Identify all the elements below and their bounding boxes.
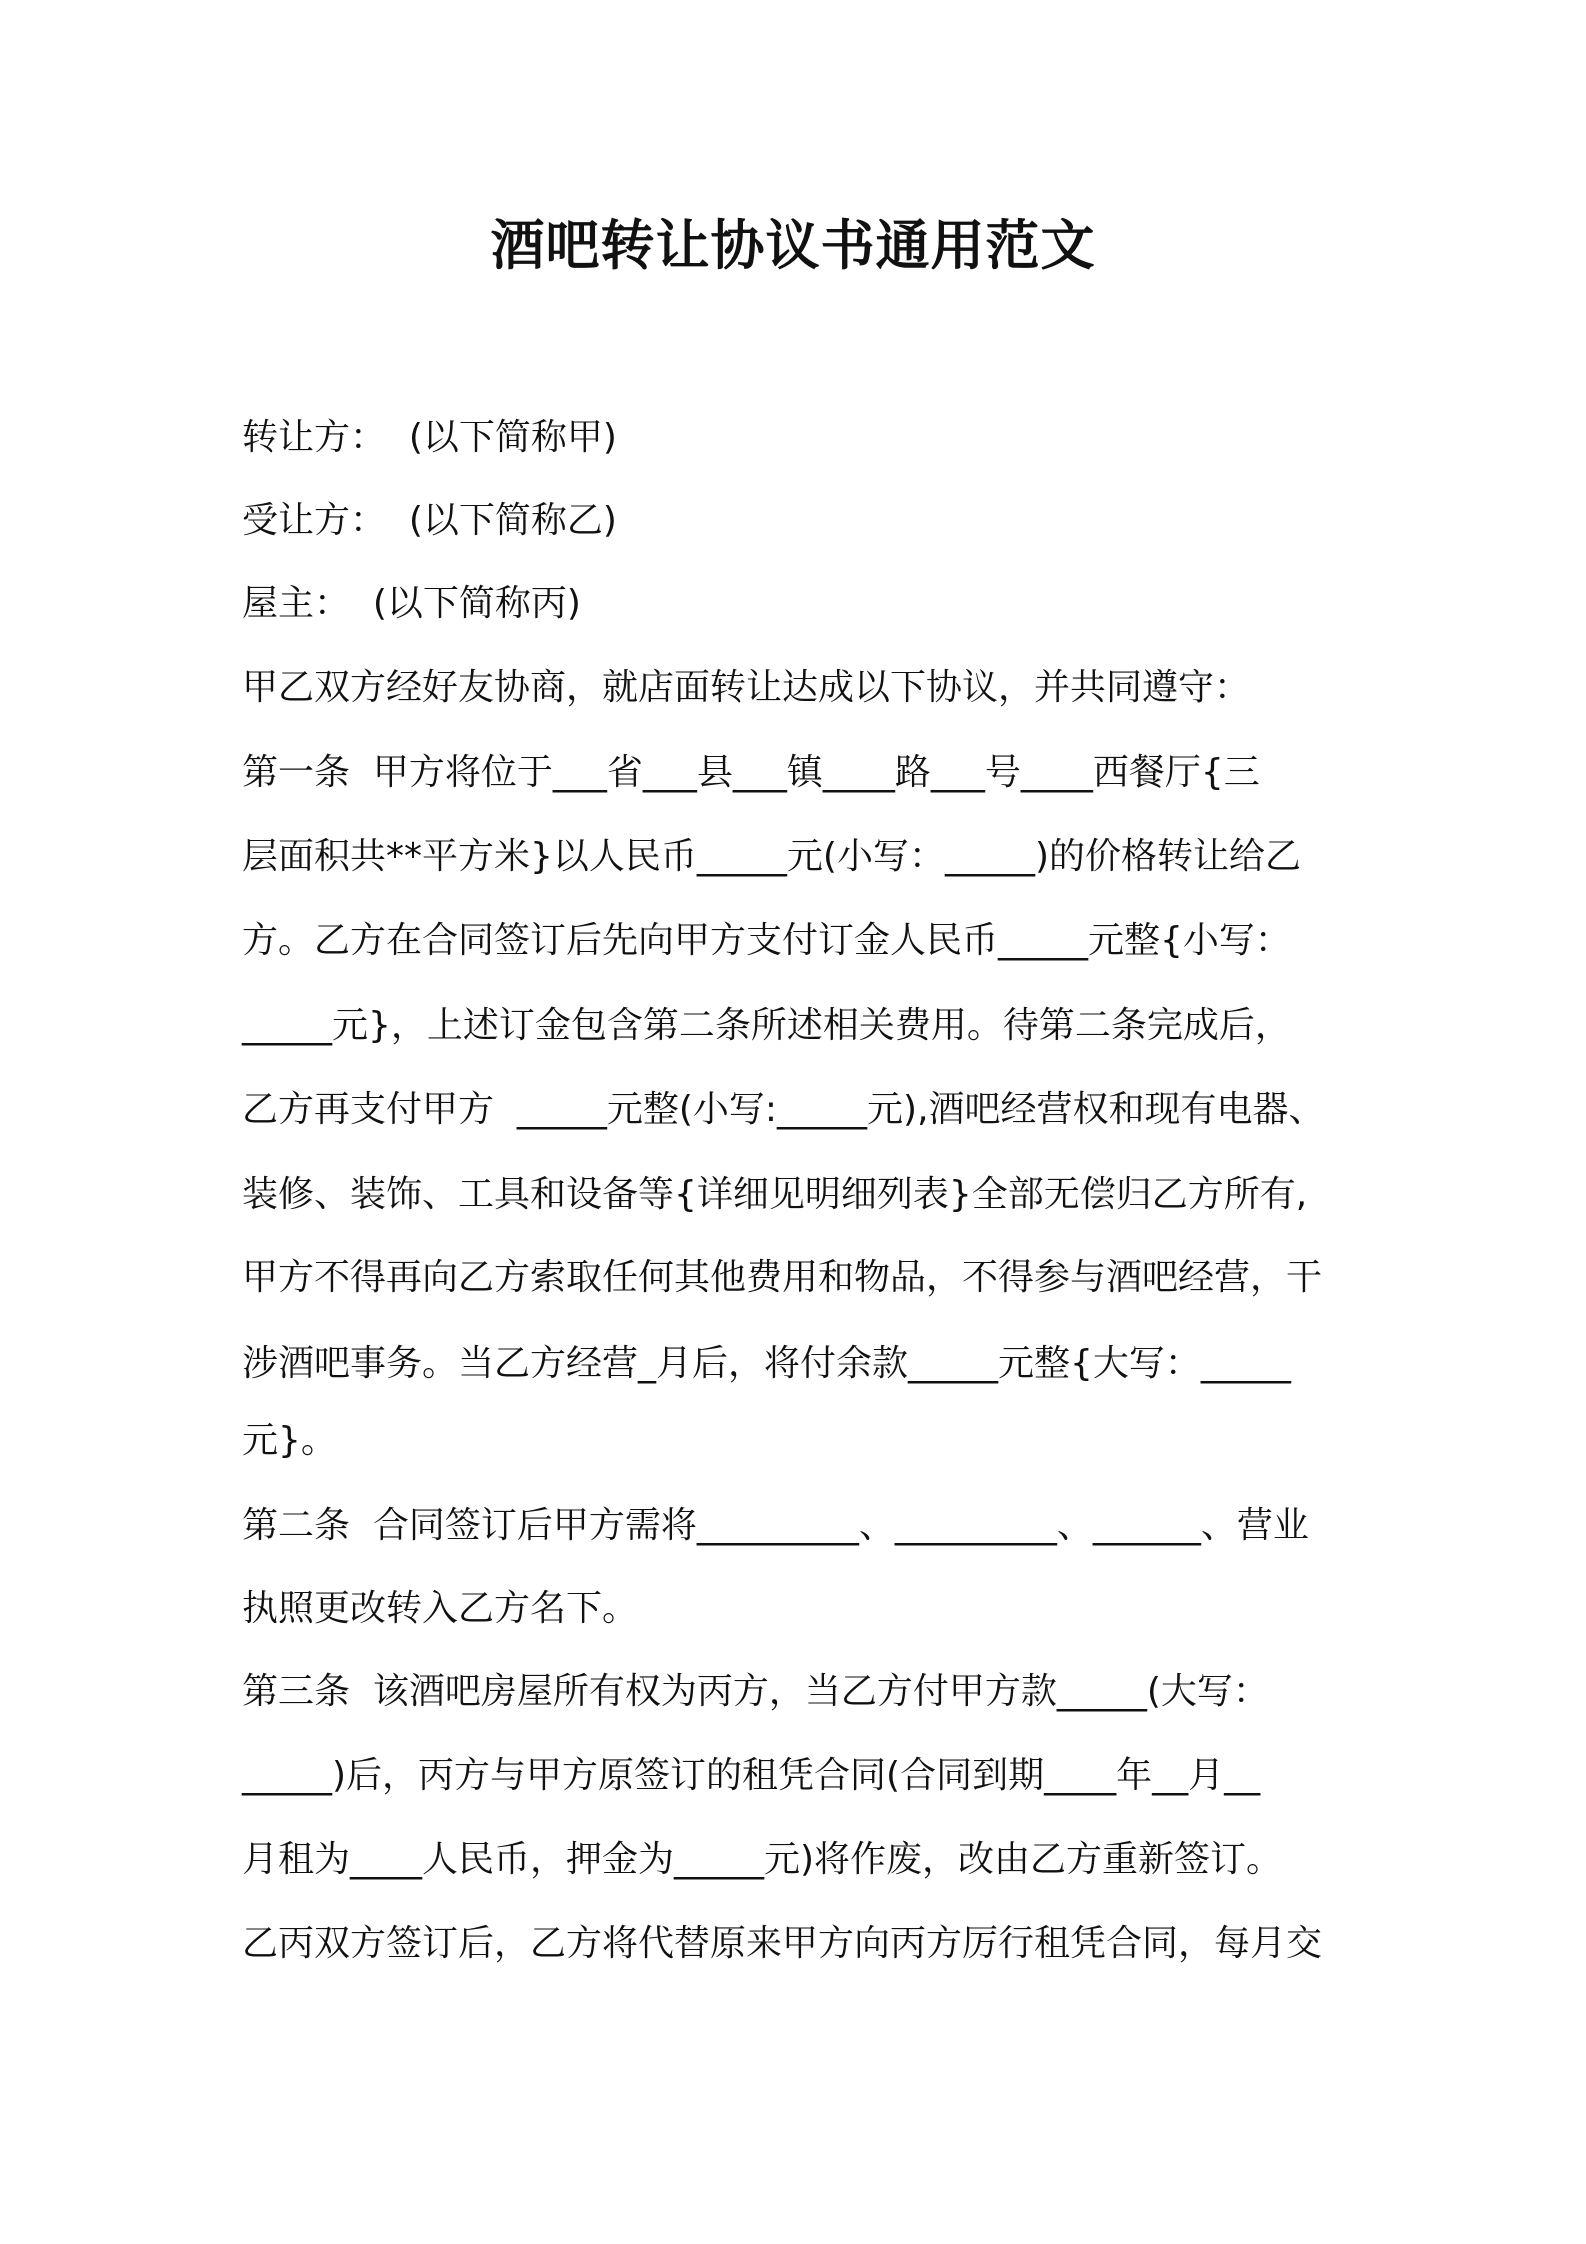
preamble-line: 甲乙双方经好友协商，就店面转让达成以下协议，并共同遵守： (242, 667, 1251, 708)
party-landlord-line: 屋主： (以下简称丙) (242, 583, 581, 624)
document-title: 酒吧转让协议书通用范文 (490, 214, 1096, 277)
article-three-line-3: 月租为____人民币，押金为_____元)将作废，改由乙方重新签订。 (242, 1839, 1283, 1880)
article-three-line-4: 乙丙双方签订后，乙方将代替原来甲方向丙方厉行租凭合同，每月交 (242, 1923, 1323, 1964)
article-one-line-2: 层面积共**平方米}以人民币_____元(小写：_____)的价格转让给乙 (242, 836, 1301, 877)
article-three-line-2: _____)后，丙方与甲方原签订的租凭合同(合同到期____年__月__ (242, 1755, 1261, 1796)
party-transferor-line: 转让方： (以下简称甲) (242, 417, 617, 458)
article-one-line-6: 装修、装饰、工具和设备等{详细见明细列表}全部无偿归乙方所有, (242, 1174, 1308, 1215)
article-one-line-7: 甲方不得再向乙方索取任何其他费用和物品，不得参与酒吧经营，干 (242, 1257, 1323, 1298)
article-two-line-1: 第二条 合同签订后甲方需将_________、_________、______、营业 (242, 1505, 1309, 1546)
party-transferee-line: 受让方： (以下简称乙) (242, 500, 617, 541)
article-one-line-5: 乙方再支付甲方 _____元整(小写:_____元),酒吧经营权和现有电器、 (242, 1089, 1325, 1130)
article-one-line-9: 元}。 (242, 1420, 337, 1461)
article-one-line-1: 第一条 甲方将位于___省___县___镇____路___号____西餐厅{三 (242, 752, 1260, 793)
article-three-line-1: 第三条 该酒吧房屋所有权为丙方，当乙方付甲方款_____(大写： (242, 1671, 1269, 1712)
article-one-line-4: _____元}，上述订金包含第二条所述相关费用。待第二条完成后， (242, 1005, 1291, 1046)
article-one-line-3: 方。乙方在合同签订后先向甲方支付订金人民币_____元整{小写： (242, 920, 1291, 961)
article-one-line-8: 涉酒吧事务。当乙方经营_月后，将付余款_____元整{大写：_____ (242, 1343, 1291, 1384)
article-two-line-2: 执照更改转入乙方名下。 (242, 1588, 639, 1629)
